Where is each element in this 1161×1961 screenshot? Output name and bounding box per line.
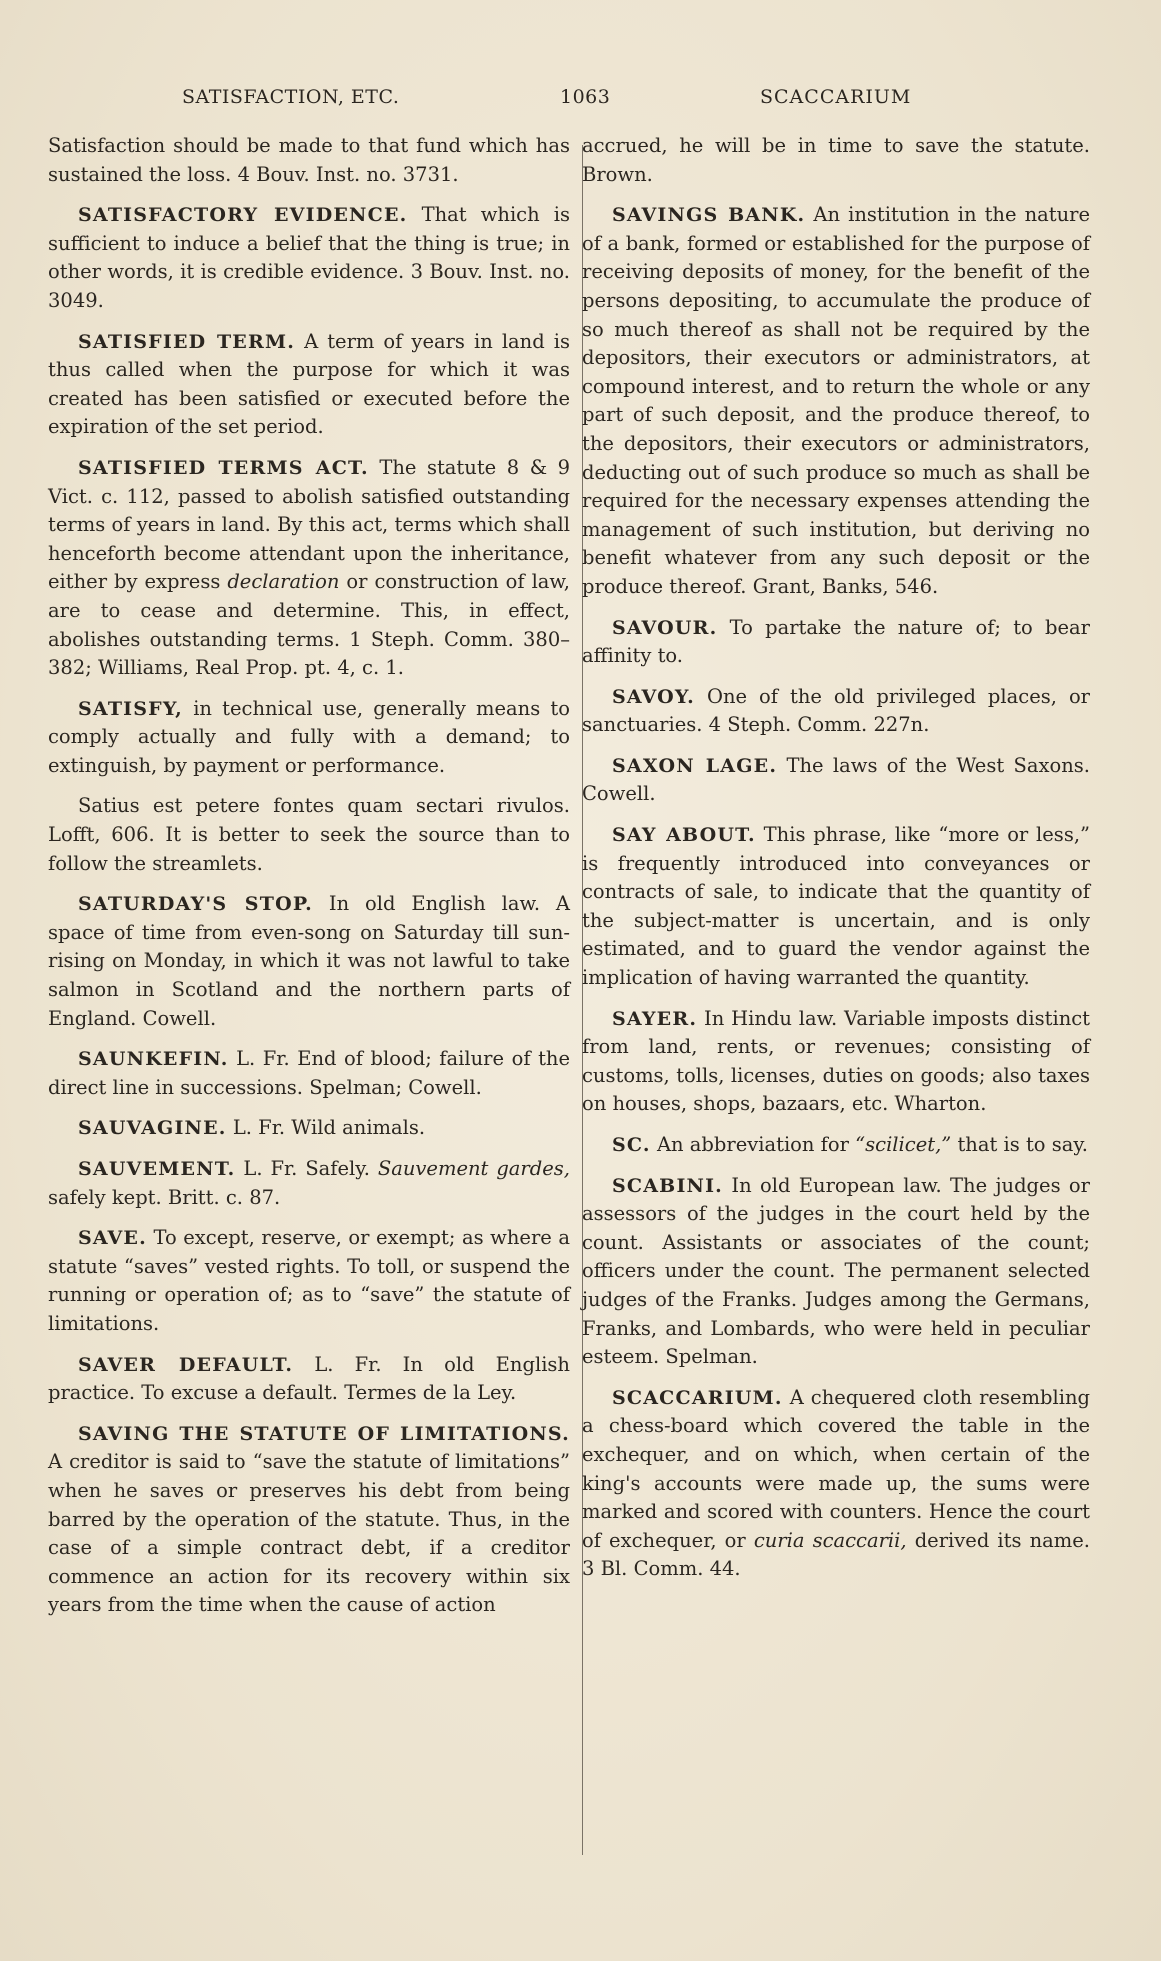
dictionary-entry — [582, 821, 1090, 993]
dictionary-entry — [582, 683, 1090, 740]
entry-text: derived its name. 3 Bl. Comm. 44. — [582, 1528, 1090, 1581]
dictionary-entry — [582, 1005, 1090, 1119]
entry-text: Satisfaction should be made to that fund which has sustained the loss. 4 Bouv. Inst. no. 3731. — [48, 134, 570, 186]
entry-italic-text: declaration — [227, 570, 340, 594]
dictionary-entry — [48, 132, 570, 189]
entry-text: L. Fr. Safely. — [243, 1157, 370, 1180]
entry-text: accrued, he will be in time to save the statute. Brown. — [582, 134, 1090, 186]
entry-text: L. Fr. In old English practice. To excuse a default. Termes de la Ley. — [48, 1352, 570, 1405]
header-right-term: SCACCARIUM — [760, 86, 912, 108]
entry-text: One of the old privileged places, or sanctuaries. 4 Steph. Comm. 227n. — [582, 684, 1091, 737]
dictionary-entry — [48, 890, 570, 1033]
left-column — [48, 132, 570, 1632]
entry-italic-text: Sauvement gardes, — [377, 1157, 570, 1180]
entry-headword: SC. — [612, 1134, 651, 1156]
entry-headword: SATURDAY'S STOP. — [78, 893, 313, 916]
entry-headword: SAVING THE STATUTE OF LIMITATIONS. — [78, 1422, 570, 1445]
entry-text: A creditor is said to “save the statute of limitations” when he saves or preserves his debt from being barred by the operation of the statute. Thus, in the case of a simple contract debt, if a creditor commence an action for its recovery within six years from the time when the cause of action — [48, 1450, 570, 1617]
right-column — [582, 132, 1090, 1596]
entry-headword: SATISFIED TERMS ACT. — [78, 456, 369, 479]
entry-text: In old European law. The judges or assessors of the judges in the court held by the count. Assistants or associates of the count; officers under the count. The permanent selected judges of the Franks. Judges among the Germans, Franks, and Lombards, who were held in peculiar esteem. Spelman. — [582, 1173, 1090, 1369]
page-number: 1063 — [560, 86, 611, 108]
entry-headword: SATISFY, — [78, 697, 183, 720]
entry-headword: SAVER DEFAULT. — [78, 1353, 294, 1376]
dictionary-entry — [582, 1131, 1090, 1160]
entry-headword: SATISFACTORY EVIDENCE. — [78, 204, 408, 227]
entry-text: To except, reserve, or exempt; as where a statute “saves” vested rights. To toll, or suspend the running or operation of; as to “save” the statute of limitations. — [48, 1226, 570, 1335]
entry-headword: SAYER. — [612, 1007, 698, 1030]
dictionary-entry — [48, 1420, 570, 1620]
running-header — [170, 86, 950, 122]
entry-text: L. Fr. Wild animals. — [232, 1116, 426, 1140]
entry-italic-text: curia scaccarii, — [753, 1528, 907, 1552]
entry-text: Satius est petere fontes quam sectari rivulos. Lofft, 606. It is better to seek the source than to follow the streamlets. — [48, 794, 570, 875]
entry-text: The laws of the West Saxons. Cowell. — [582, 753, 1090, 806]
entry-text: safely kept. Britt. c. 87. — [48, 1185, 281, 1209]
entry-headword: SAXON LAGE. — [612, 754, 778, 777]
dictionary-entry — [582, 1172, 1090, 1372]
entry-text: In Hindu law. Variable imposts distinct from land, rents, or revenues; consisting of customs, tolls, licenses, duties on goods; also taxes on houses, shops, bazaars, etc. Wharton. — [582, 1006, 1091, 1116]
entry-headword: SAVOY. — [612, 685, 695, 708]
entry-headword: SAUVEMENT. — [78, 1158, 236, 1180]
dictionary-entry — [48, 1114, 570, 1143]
entry-text: An institution in the nature of a bank, formed or established for the purpose of receiving deposits of money, for the benefit of the persons depositing, to accumulate the produce of so much thereof as shall not be required by the depositors, their executors or administrators, at compound interest, and to return the whole or any part of such deposit, and the produce thereof, to the depositors, their executors or administrators, deducting out of such produce so much as shall be required for the necessary expenses attending the management of such institution, but deriving no benefit whatever from any such deposit or the produce thereof. Grant, Banks, 546. — [582, 203, 1091, 598]
entry-headword: SAVINGS BANK. — [612, 204, 806, 227]
dictionary-entry — [48, 328, 570, 442]
entry-headword: SATISFIED TERM. — [78, 330, 296, 353]
entry-text: The statute 8 & 9 Vict. c. 112, passed to abolish satisfied outstanding terms of years in land. By this act, terms which shall henceforth become attendant upon the inheritance, either by express — [48, 455, 570, 594]
entry-text: that is to say. — [957, 1133, 1088, 1156]
dictionary-entry — [48, 1351, 570, 1408]
dictionary-entry — [48, 201, 570, 315]
entry-text: An abbreviation for — [656, 1133, 849, 1156]
dictionary-entry — [582, 614, 1090, 671]
dictionary-entry — [48, 792, 570, 878]
entry-headword: SCABINI. — [612, 1174, 724, 1197]
entry-text: A term of years in land is thus called when the purpose for which it was created has been satisfied or executed before the expiration of the set period. — [48, 329, 571, 439]
dictionary-entry — [582, 201, 1090, 601]
dictionary-entry — [48, 454, 570, 683]
dictionary-entry — [582, 752, 1090, 809]
entry-text: in technical use, generally means to comply actually and fully with a demand; to extinguish, by payment or performance. — [48, 696, 570, 777]
dictionary-entry — [48, 1155, 570, 1212]
entry-headword: SAY ABOUT. — [612, 824, 756, 847]
entry-italic-text: “scilicet,” — [855, 1133, 952, 1156]
entry-text: A chequered cloth resembling a chess-board which covered the table in the exchequer, and on which, when certain of the king's accounts were made up, the sums were marked and scored with counters. Hence the court of exchequer, or — [582, 1385, 1090, 1552]
dictionary-entry — [48, 1224, 570, 1338]
header-left-term: SATISFACTION, ETC. — [182, 86, 400, 108]
dictionary-entry — [48, 1045, 570, 1102]
entry-headword: SAUNKEFIN. — [78, 1048, 229, 1071]
entry-text: or construction of law, are to cease and determine. This, in effect, abolishes outstanding terms. 1 Steph. Comm. 380–382; Williams, Real Prop. pt. 4, c. 1. — [48, 570, 571, 680]
entry-text: This phrase, like “more or less,” is frequently introduced into conveyances or contracts of sale, to indicate that the quantity of the subject-matter is uncertain, and is only estimated, and to guard the vendor against the implication of having warranted the quantity. — [582, 823, 1090, 990]
entry-headword: SAVE. — [78, 1227, 147, 1250]
entry-headword: SAVOUR. — [612, 616, 718, 639]
entry-text: To partake the nature of; to bear affinity to. — [582, 615, 1090, 668]
entry-text: That which is sufficient to induce a belief that the thing is true; in other words, it is credible evidence. 3 Bouv. Inst. no. 3049. — [48, 203, 571, 312]
dictionary-entry — [582, 132, 1090, 189]
entry-text: L. Fr. End of blood; failure of the direct line in successions. Spelman; Cowell. — [48, 1047, 571, 1099]
entry-headword: SAUVAGINE. — [78, 1117, 227, 1140]
entry-headword: SCACCARIUM. — [612, 1386, 783, 1409]
entry-text: In old English law. A space of time from even-song on Saturday till sun-rising on Monday, in which it was not lawful to take salmon in Scotland and the northern parts of England. Cowell. — [48, 892, 571, 1030]
dictionary-entry — [48, 695, 570, 781]
dictionary-entry — [582, 1384, 1090, 1584]
